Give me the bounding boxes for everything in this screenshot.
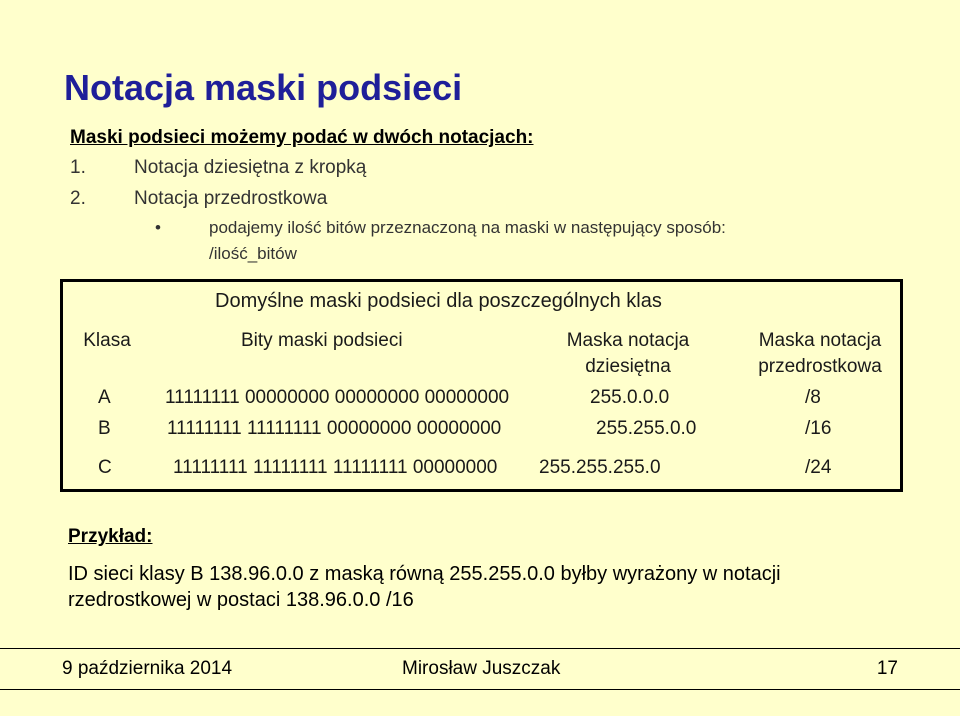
mask-table	[60, 279, 903, 492]
example-line-2: rzedrostkowej w postaci 138.96.0.0 /16	[68, 589, 414, 611]
item-number: 1.	[70, 157, 86, 178]
row-a-prefix: /8	[805, 387, 821, 408]
row-c-klasa: C	[98, 457, 112, 478]
header-decimal-line1: Maska notacja	[566, 330, 690, 351]
bullet-text: podajemy ilość bitów przeznaczoną na maski w następujący sposób:	[209, 218, 726, 237]
footer-author: Mirosław Juszczak	[402, 658, 561, 679]
example-label: Przykład:	[68, 526, 153, 547]
table-caption: Domyślne maski podsieci dla poszczególnych klas	[215, 290, 662, 312]
row-a-decimal: 255.0.0.0	[590, 387, 670, 408]
item-text: Notacja przedrostkowa	[134, 188, 328, 209]
row-b-prefix: /16	[805, 418, 832, 439]
header-prefix	[745, 328, 895, 380]
row-a-klasa: A	[98, 387, 111, 408]
row-c-bity: 11111111 11111111 11111111 00000000	[173, 457, 498, 478]
header-klasa: Klasa	[83, 330, 131, 351]
page-number: 17	[876, 658, 898, 679]
footer	[0, 648, 960, 690]
row-a-bity: 11111111 00000000 00000000 00000000	[165, 387, 510, 408]
row-c-prefix: /24	[805, 457, 832, 478]
row-b-decimal: 255.255.0.0	[596, 418, 697, 439]
row-c-decimal: 255.255.255.0	[539, 457, 661, 478]
header-bity: Bity maski podsieci	[241, 330, 403, 351]
row-b-klasa: B	[98, 418, 111, 439]
item-text: Notacja dziesiętna z kropką	[134, 157, 367, 178]
slide-title: Notacja maski podsieci	[64, 67, 463, 108]
bullet-icon: •	[155, 218, 161, 237]
prefix-format: /ilość_bitów	[209, 244, 297, 263]
header-decimal	[543, 328, 713, 380]
example-line-1: ID sieci klasy B 138.96.0.0 z maską równą 255.255.0.0 byłby wyrażony w notacji	[68, 563, 781, 585]
header-prefix-line2: przedrostkowa	[758, 356, 882, 377]
row-b-bity: 11111111 11111111 00000000 00000000	[167, 418, 502, 439]
footer-date: 9 października 2014	[62, 658, 233, 679]
intro-text: Maski podsieci możemy podać w dwóch notacjach:	[70, 127, 534, 148]
header-decimal-line2: dziesiętna	[585, 356, 671, 377]
item-number: 2.	[70, 188, 86, 209]
header-prefix-line1: Maska notacja	[758, 330, 882, 351]
